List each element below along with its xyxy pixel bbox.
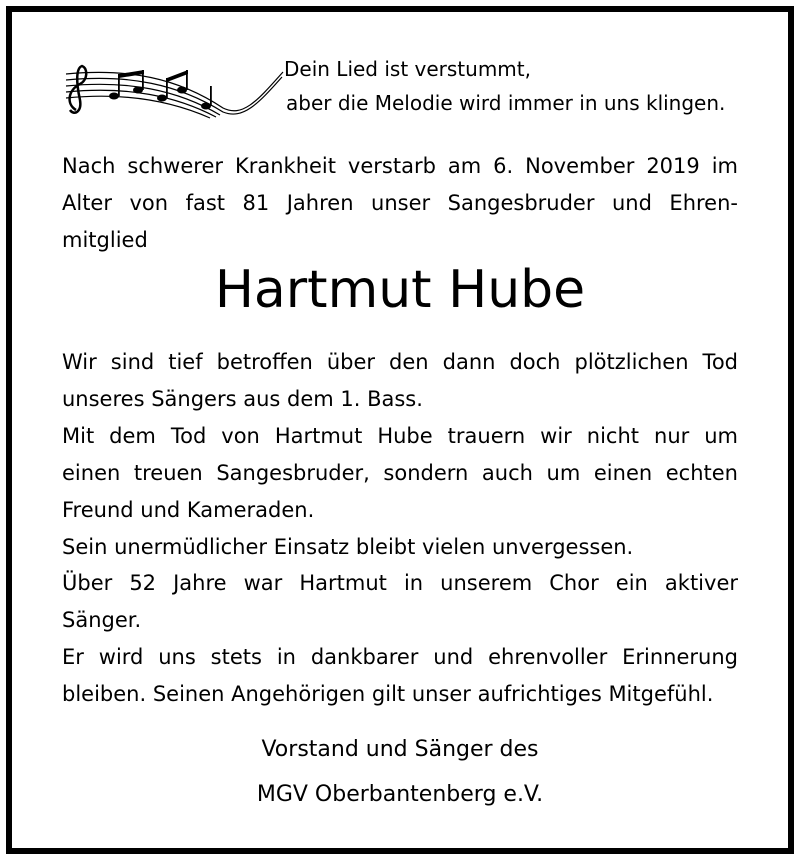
- body-line: Er wird uns stets in dankbarer und ehrenvoller Erinnerung: [62, 645, 738, 670]
- music-notes-staff-icon: [58, 60, 288, 120]
- intro-line-3: mitglied: [62, 228, 148, 252]
- motto-line-1: Dein Lied ist verstummt,: [284, 57, 531, 81]
- body-line: unseres Sängers aus dem 1. Bass.: [62, 386, 423, 411]
- body-line: Sein unermüdlicher Einsatz bleibt vielen unvergessen.: [62, 534, 634, 559]
- body-line: Sänger.: [62, 608, 142, 633]
- intro-text: [62, 148, 738, 259]
- body-line: einen treuen Sangesbruder, sondern auch um einen echten: [62, 460, 738, 485]
- intro-line-2: Alter von fast 81 Jahren unser Sangesbruder und Ehren-: [62, 191, 738, 215]
- signature-line-1: Vorstand und Sänger des: [261, 737, 539, 762]
- intro-line-1: Nach schwerer Krankheit verstarb am 6. November 2019 im: [62, 154, 738, 178]
- body-text: [62, 344, 738, 713]
- body-line: Wir sind tief betroffen über den dann doch plötzlichen Tod: [62, 350, 738, 374]
- body-line: Freund und Kameraden.: [62, 497, 315, 522]
- motto-line-2: aber die Melodie wird immer in uns klingen.: [286, 91, 726, 115]
- body-line: bleiben. Seinen Angehörigen gilt unser aufrichtiges Mitgefühl.: [62, 682, 714, 707]
- signature-line-2: MGV Oberbantenberg e.V.: [256, 782, 544, 807]
- signature: [0, 727, 800, 817]
- body-line: Über 52 Jahre war Hartmut in unserem Chor ein aktiver: [62, 571, 738, 596]
- body-line: Mit dem Tod von Hartmut Hube trauern wir nicht nur um: [62, 423, 738, 448]
- deceased-name: Hartmut Hube: [214, 260, 586, 320]
- motto: [284, 52, 754, 120]
- header: [58, 52, 748, 132]
